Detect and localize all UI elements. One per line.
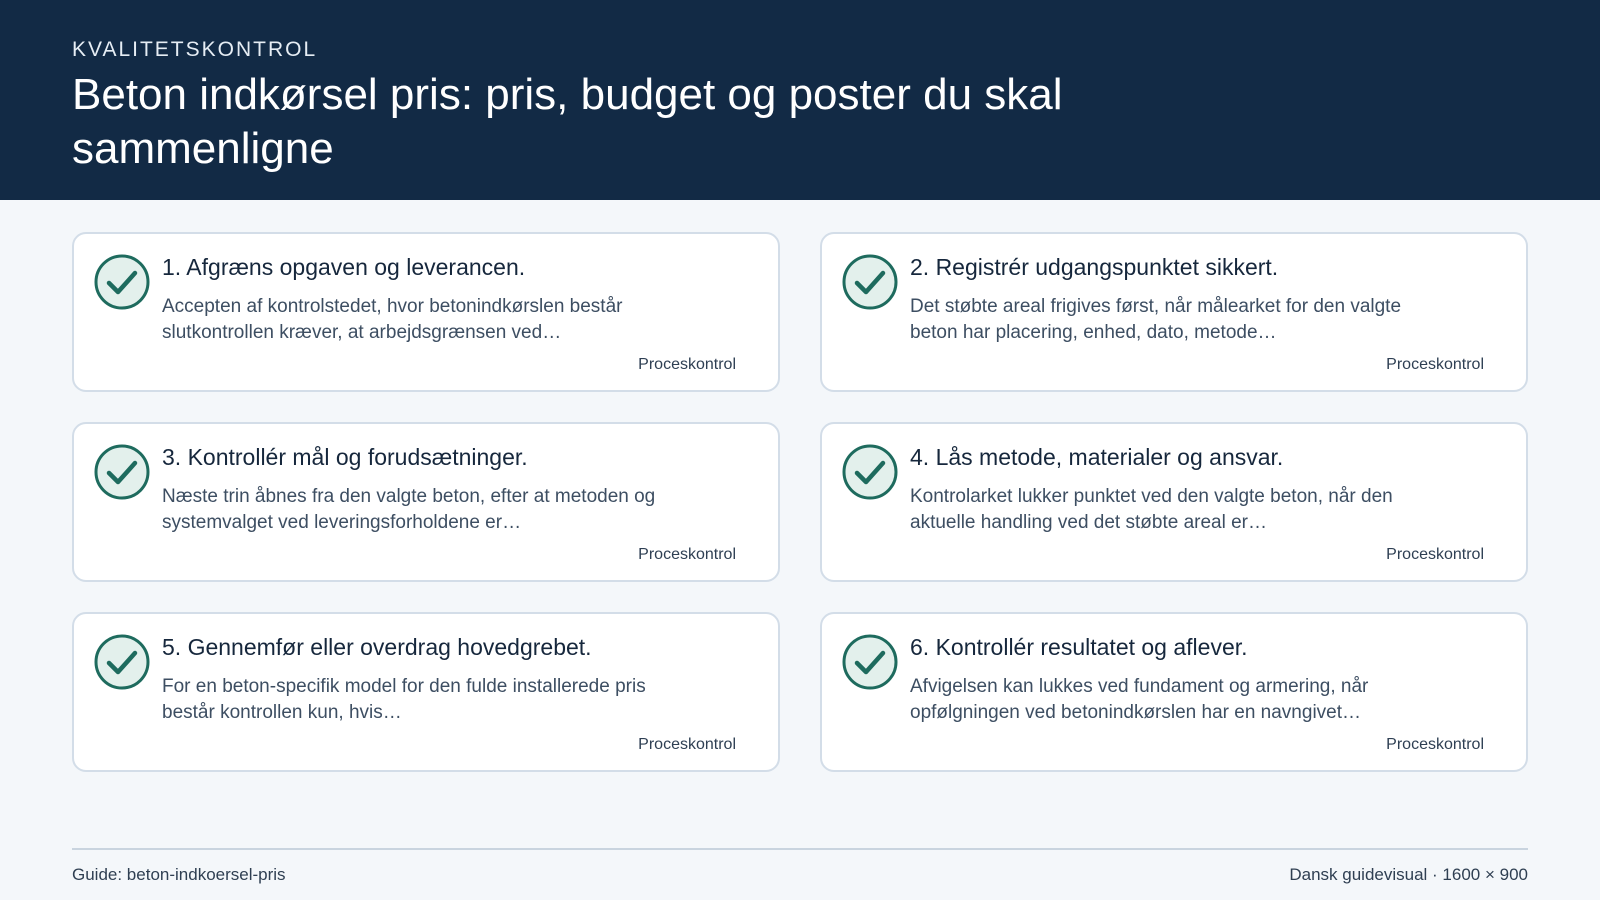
card-text: Accepten af kontrolstedet, hvor betonindkørslen består slutkontrollen kræver, at arbejdsgrænsen ved… xyxy=(162,296,623,343)
check-circle-icon xyxy=(842,634,898,690)
checklist-grid xyxy=(72,232,1528,772)
card-text: Næste trin åbnes fra den valgte beton, efter at metoden og systemvalget ved leveringsforholdene er… xyxy=(162,486,656,533)
card-tag: Proceskontrol xyxy=(1386,546,1484,563)
check-circle-icon xyxy=(94,254,150,310)
card-title: 5. Gennemfør eller overdrag hovedgrebet. xyxy=(162,634,592,660)
check-circle-icon xyxy=(842,444,898,500)
footer-divider xyxy=(72,848,1528,850)
card-title: 4. Lås metode, materialer og ansvar. xyxy=(910,444,1284,470)
card-text: Kontrolarket lukker punktet ved den valgte beton, når den aktuelle handling ved det støbte areal er… xyxy=(910,486,1393,533)
card-text: For en beton-specifik model for den fulde installerede pris består kontrollen kun, hvis… xyxy=(162,676,646,723)
checklist-card xyxy=(72,422,780,582)
checklist-card xyxy=(820,612,1528,772)
card-text: Det støbte areal frigives først, når målearket for den valgte beton har placering, enhed, dato, metode… xyxy=(910,296,1402,343)
card-tag: Proceskontrol xyxy=(638,546,736,563)
card-tag: Proceskontrol xyxy=(638,736,736,753)
checklist-card xyxy=(820,422,1528,582)
checklist-card xyxy=(72,232,780,392)
card-tag: Proceskontrol xyxy=(638,356,736,373)
card-tag: Proceskontrol xyxy=(1386,736,1484,753)
card-title: 3. Kontrollér mål og forudsætninger. xyxy=(162,444,528,470)
checklist-card xyxy=(820,232,1528,392)
checklist-card xyxy=(72,612,780,772)
check-circle-icon xyxy=(842,254,898,310)
card-title: 6. Kontrollér resultatet og aflever. xyxy=(910,634,1248,660)
check-circle-icon xyxy=(94,444,150,500)
card-tag: Proceskontrol xyxy=(1386,356,1484,373)
check-circle-icon xyxy=(94,634,150,690)
footer-meta-label: Dansk guidevisual · 1600 × 900 xyxy=(1289,865,1528,884)
footer-guide-label: Guide: beton-indkoersel-pris xyxy=(72,865,286,884)
card-text: Afvigelsen kan lukkes ved fundament og armering, når opfølgningen ved betonindkørslen har en navngivet… xyxy=(910,676,1369,723)
card-title: 1. Afgræns opgaven og leverancen. xyxy=(162,254,526,280)
header-banner xyxy=(0,0,1600,200)
card-title: 2. Registrér udgangspunktet sikkert. xyxy=(910,254,1279,280)
eyebrow-label: KVALITETSKONTROL xyxy=(72,38,318,61)
page-title: Beton indkørsel pris: pris, budget og poster du skal sammenligne xyxy=(72,70,1063,173)
